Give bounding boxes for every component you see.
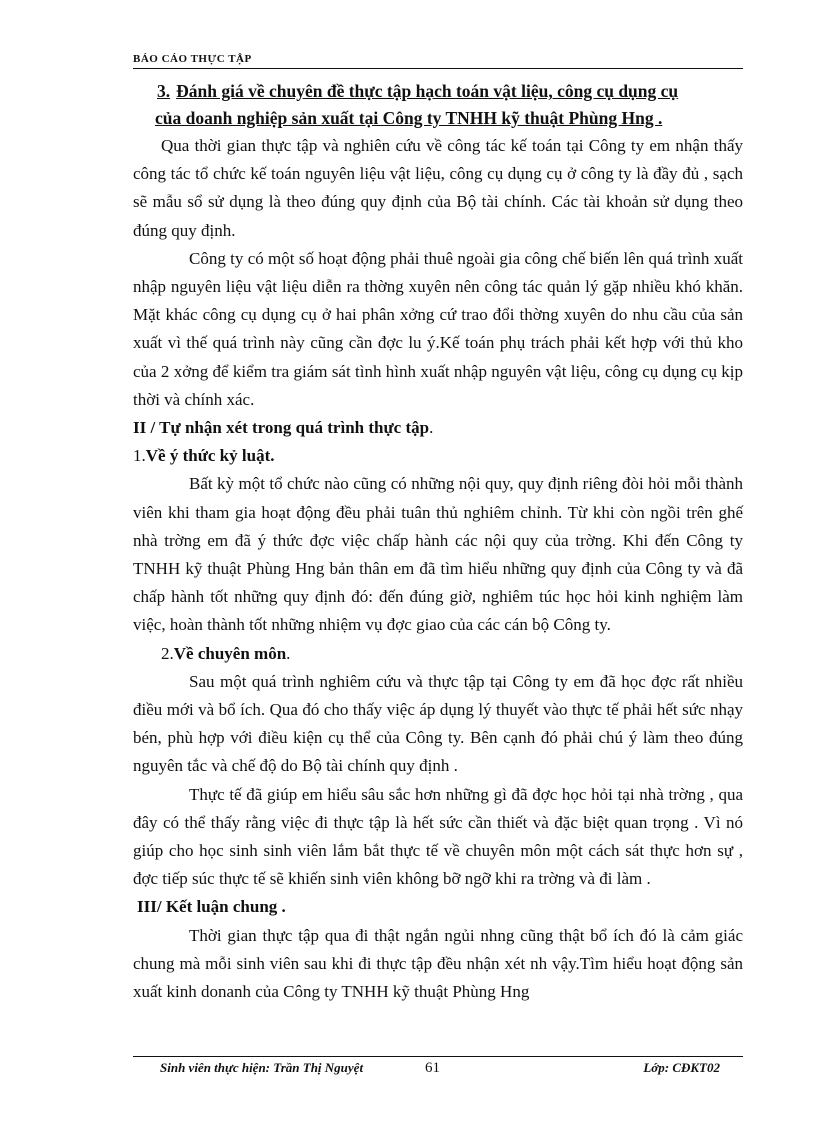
header-divider xyxy=(133,68,743,69)
section-3-title-line1: Đánh giá về chuyên đề thực tập hạch toán vật liệu, công cụ dụng cụ xyxy=(176,81,679,101)
subsection-2-paragraph-2: Thực tế đã giúp em hiểu sâu sắc hơn những gì đã đợc học hỏi tại nhà trờng , qua đây có thể thấy rằng việc đi thực tập là hết sức cần thiết và đặc biệt quan trọng . Vì nó giúp cho học sinh sinh viên lắm bắt thực tế về chuyên môn một cách sát thực hơn sự , đợc tiếp súc thực tế sẽ khiến sinh viên không bỡ ngỡ khi ra trờng và đi làm . xyxy=(133,784,743,889)
section-III-paragraph: Thời gian thực tập qua đi thật ngắn ngủi nhng cũng thật bổ ích đó là cảm giác chung mà mỗi sinh viên sau khi đi thực tập đều nhận xét nh vậy.Tìm hiểu hoạt động sản xuất kinh donanh của Công ty TNHH kỹ thuật Phùng Hng xyxy=(133,925,743,1002)
section-3-paragraph-1: Qua thời gian thực tập và nghiên cứu về công tác kế toán tại Công ty em nhận thấy công tác tổ chức kế toán nguyên liệu vật liệu, công cụ dụng cụ ở công ty là đầy đủ , sạch sẽ mẫu sổ sử dụng là theo đúng quy định của Bộ tài chính. Các tài khoản sử dụng theo đúng quy định. xyxy=(133,136,743,240)
section-3-paragraph-2: Công ty có một số hoạt động phải thuê ngoài gia công chế biến lên quá trình xuất nhập nguyên liệu vật liệu diễn ra thờng xuyên nên công tác quản lý gặp nhiều khó khăn. Mặt khác công cụ dụng cụ ở hai phân xởng cứ trao đổi thờng xuyên do nhu cầu của sản xuất vì thế quá trình này cũng cần đợc lu ý.Kế toán phụ trách phải kết hợp với thủ kho của 2 xởng để kiểm tra giám sát tình hình xuất nhập nguyên vật liệu, công cụ dụng cụ kịp thời và chính xác. xyxy=(133,248,743,409)
section-3-number: 3. xyxy=(157,81,171,101)
report-header-title: BÁO CÁO THỰC TẬP xyxy=(133,53,252,65)
subsection-1-title: Về ý thức kỷ luật. xyxy=(145,446,275,466)
subsection-2-paragraph-1: Sau một quá trình nghiêm cứu và thực tập tại Công ty em đã học đợc rất nhiều điều mới và bổ ích. Qua đó cho thấy việc áp dụng lý thuyết vào thực tế phải hết sức nhạy bén, phù hợp với điều kiện cụ thể của Công ty. Bên cạnh đó phải chú ý làm theo đúng nguyên tắc và chế độ do Bộ tài chính quy định . xyxy=(133,671,743,776)
footer-divider xyxy=(133,1056,743,1057)
subsection-1-heading xyxy=(133,442,743,470)
section-3-heading xyxy=(133,78,743,132)
subsection-2-heading: 2.Về chuyên môn. xyxy=(161,643,291,663)
section-3-title-line2: của doanh nghiệp sản xuất tại Công ty TNHH kỹ thuật Phùng Hng . xyxy=(155,108,663,128)
section-II-heading: II / Tự nhận xét trong quá trình thực tập. xyxy=(133,418,434,438)
document-body xyxy=(133,78,743,1006)
subsection-1-number: 1. xyxy=(133,446,146,466)
subsection-1-paragraph: Bất kỳ một tổ chức nào cũng có những nội quy, quy định riêng đòi hỏi mỗi thành viên khi tham gia hoạt động đều phải tuân thủ nghiêm chỉnh. Từ khi còn ngồi trên ghế nhà trờng em đã ý thức đợc việc chấp hành các nội quy của trờng. Khi đến Công ty TNHH kỹ thuật Phùng Hng bản thân em đã tìm hiểu những quy định của Công ty và đã chấp hành tốt những quy định đó: đến đúng giờ, nghiêm túc học hỏi kinh nghiệm làm việc, hoàn thành tốt những nhiệm vụ đợc giao của các cán bộ Công ty. xyxy=(133,474,743,635)
footer-class-code: Lớp: CĐKT02 xyxy=(643,1060,720,1075)
subsection-2-title: Về chuyên môn xyxy=(173,643,287,663)
section-III-heading: III/ Kết luận chung . xyxy=(137,897,286,917)
section-II-title: II / Tự nhận xét trong quá trình thực tập xyxy=(133,418,430,438)
subsection-2-number: 2. xyxy=(161,643,174,663)
footer-student-name: Sinh viên thực hiện: Trần Thị Nguyệt xyxy=(160,1060,364,1075)
page-number: 61 xyxy=(425,1060,440,1076)
page-footer xyxy=(160,1060,740,1080)
